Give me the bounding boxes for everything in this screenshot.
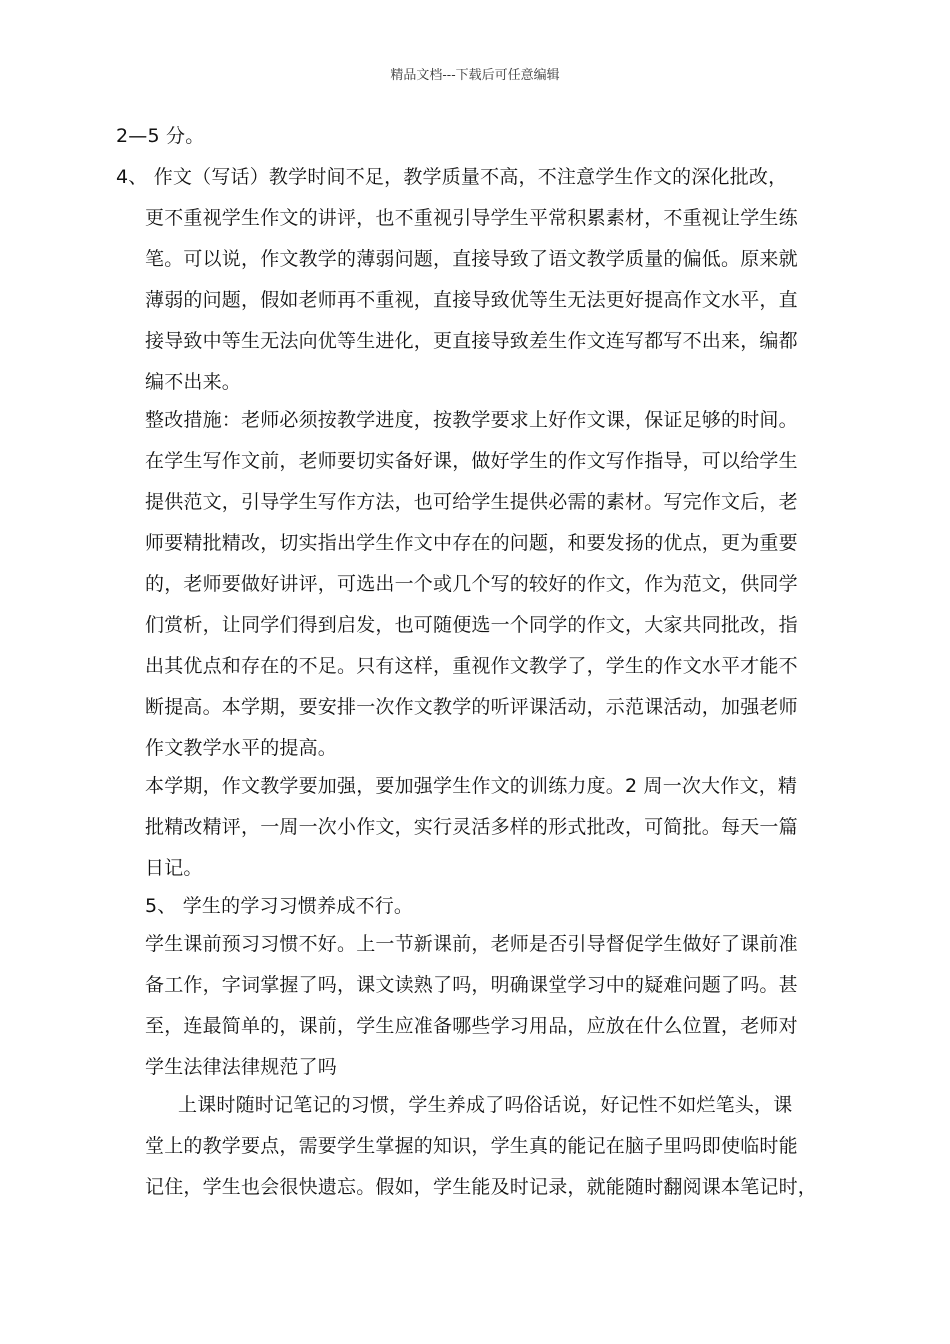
text-line: 薄弱的问题，假如老师再不重视，直接导致优等生无法更好提高作文水平，直 bbox=[145, 289, 798, 311]
text-line: 在学生写作文前，老师要切实备好课，做好学生的作文写作指导，可以给学生 bbox=[145, 450, 798, 472]
text-line: 日记。 bbox=[145, 857, 203, 879]
text-line: 5、 学生的学习习惯养成不行。 bbox=[145, 895, 414, 917]
text-line: 们赏析，让同学们得到启发，也可随便选一个同学的作文，大家共同批改，指 bbox=[145, 614, 798, 636]
text-line: 学生课前预习习惯不好。上一节新课前，老师是否引导督促学生做好了课前准 bbox=[145, 933, 798, 955]
text-line: 更不重视学生作文的讲评，也不重视引导学生平常积累素材，不重视让学生练 bbox=[145, 207, 798, 229]
text-line: 的，老师要做好讲评，可选出一个或几个写的较好的作文，作为范文，供同学 bbox=[145, 573, 798, 595]
text-line: 学生法律法律规范了吗 bbox=[145, 1056, 338, 1078]
text-line: 备工作，字词掌握了吗，课文读熟了吗，明确课堂学习中的疑难问题了吗。甚 bbox=[145, 974, 798, 996]
text-line: 4、 作文（写话）教学时间不足，教学质量不高，不注意学生作文的深化批改， bbox=[116, 166, 788, 188]
text-line: 本学期，作文教学要加强，要加强学生作文的训练力度。2 周一次大作文，精 bbox=[145, 775, 798, 797]
text-line: 整改措施：老师必须按教学进度，按教学要求上好作文课，保证足够的时间。 bbox=[145, 409, 798, 431]
page-header: 精品文档---下载后可任意编辑 bbox=[390, 68, 560, 83]
text-line: 提供范文，引导学生写作方法，也可给学生提供必需的素材。写完作文后，老 bbox=[145, 491, 798, 513]
text-line: 批精改精评，一周一次小作文，实行灵活多样的形式批改，可简批。每天一篇 bbox=[145, 816, 798, 838]
text-line: 编不出来。 bbox=[145, 371, 242, 393]
text-line: 接导致中等生无法向优等生进化，更直接导致差生作文连写都写不出来，编都 bbox=[145, 330, 798, 352]
text-line: 出其优点和存在的不足。只有这样，重视作文教学了，学生的作文水平才能不 bbox=[145, 655, 798, 677]
text-line: 记住，学生也会很快遗忘。假如，学生能及时记录，就能随时翻阅课本笔记时， bbox=[145, 1176, 818, 1198]
text-line: 笔。可以说，作文教学的薄弱问题，直接导致了语文教学质量的偏低。原来就 bbox=[145, 248, 798, 270]
text-line: 断提高。本学期，要安排一次作文教学的听评课活动，示范课活动，加强老师 bbox=[145, 696, 798, 718]
text-line: 作文教学水平的提高。 bbox=[145, 737, 338, 759]
text-line: 2—5 分。 bbox=[116, 125, 205, 147]
text-line: 堂上的教学要点，需要学生掌握的知识，学生真的能记在脑子里吗即使临时能 bbox=[145, 1135, 798, 1157]
text-line: 上课时随时记笔记的习惯，学生养成了吗俗话说，好记性不如烂笔头，课 bbox=[178, 1094, 793, 1116]
text-line: 至，连最简单的，课前，学生应准备哪些学习用品，应放在什么位置，老师对 bbox=[145, 1015, 798, 1037]
text-line: 师要精批精改，切实指出学生作文中存在的问题，和要发扬的优点，更为重要 bbox=[145, 532, 798, 554]
